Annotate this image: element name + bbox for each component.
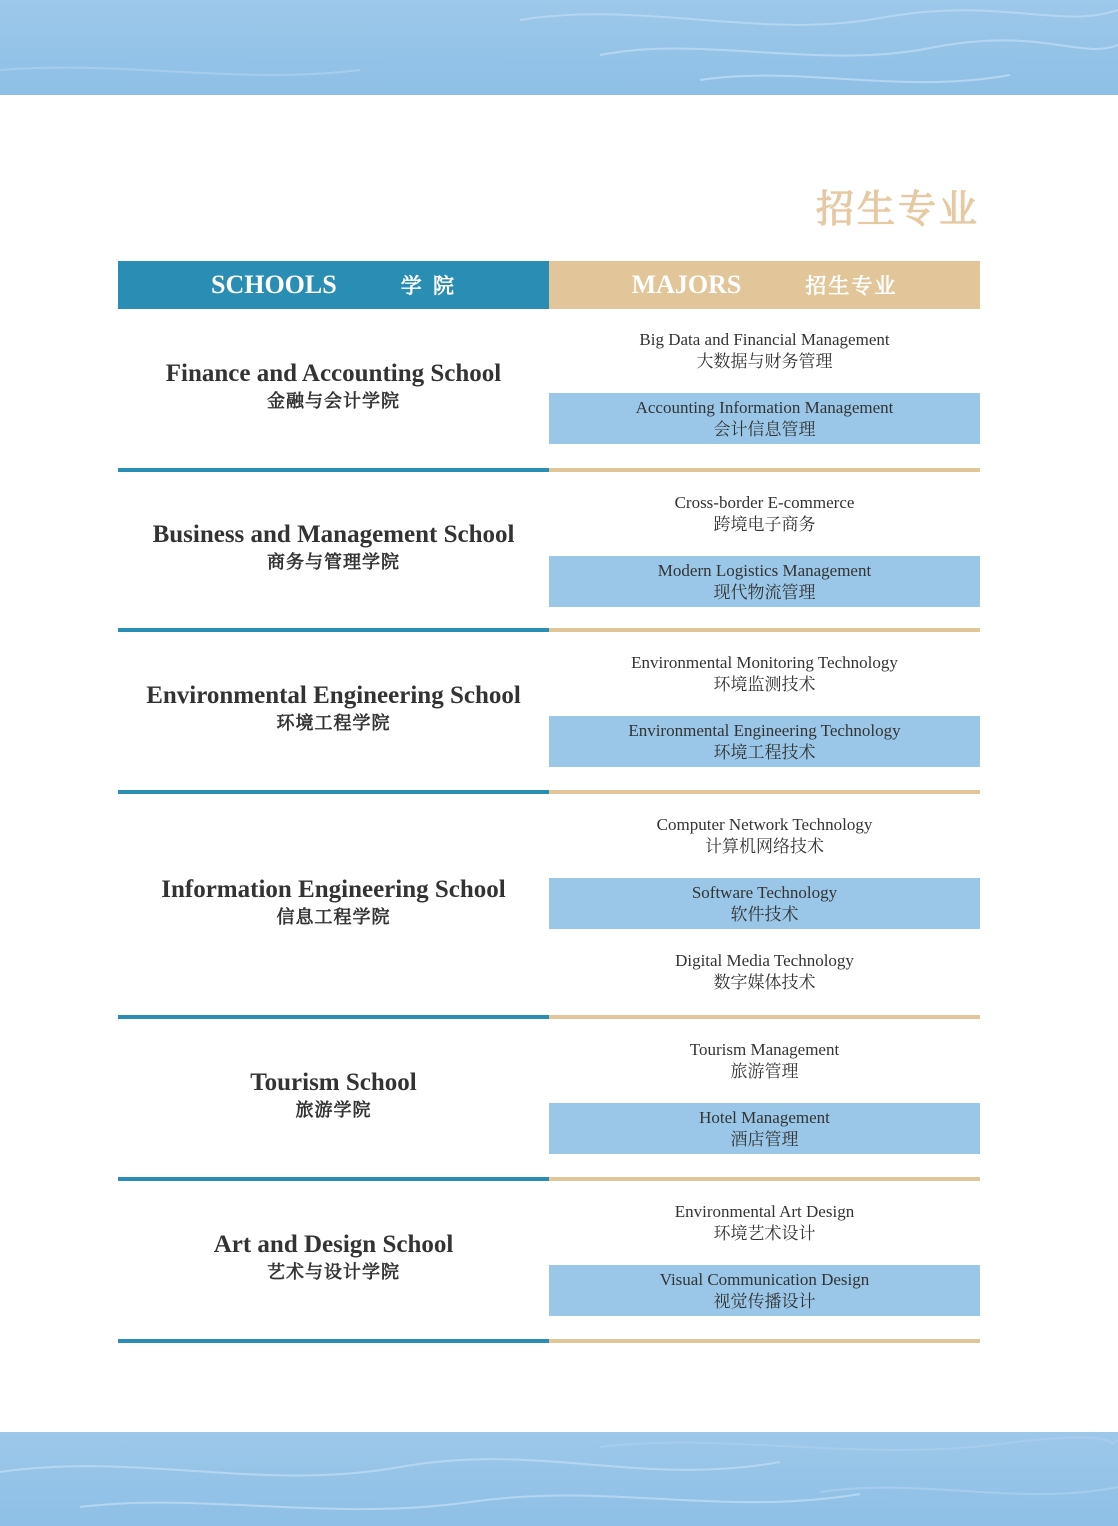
major-item [549,1197,980,1248]
majors-cell [549,794,980,1019]
school-name-cn: 信息工程学院 [276,906,391,928]
major-item [549,325,980,376]
school-name-cn: 商务与管理学院 [267,552,400,573]
major-name-en: Modern Logistics Management [657,560,872,580]
major-name-cn: 环境艺术设计 [713,1223,816,1244]
major-item [549,1265,980,1316]
school-cell [118,309,549,472]
major-name-en: Hotel Management [699,1107,830,1127]
majors-header-en: MAJORS [631,270,742,299]
top-decorative-band [0,0,1118,95]
major-name-cn: 计算机网络技术 [705,836,824,857]
school-name-en: Tourism School [250,1069,417,1096]
major-name-cn: 跨境电子商务 [713,514,816,535]
wave-pattern-top [0,0,1118,95]
majors-cell [549,632,980,794]
school-cell [118,1019,549,1181]
majors-header-cn: 招生专业 [805,274,898,298]
wave-pattern-bottom [0,1432,1118,1526]
schools-header-en: SCHOOLS [210,270,337,299]
major-name-cn: 环境工程技术 [713,742,816,763]
school-name-cn: 旅游学院 [295,1100,372,1121]
major-item [549,1035,980,1086]
school-name-en: Environmental Engineering School [146,682,521,709]
school-cell [118,794,549,1019]
major-name-cn: 现代物流管理 [713,582,816,603]
major-name-cn: 大数据与财务管理 [696,351,833,372]
major-item [549,878,980,929]
page-title: 招生专业 [815,187,980,231]
major-name-en: Cross-border E-commerce [674,492,855,512]
majors-cell [549,1181,980,1343]
major-item [549,488,980,539]
majors-table [118,261,980,1343]
school-section-art-design [118,1181,980,1343]
major-name-en: Computer Network Technology [656,814,873,834]
major-name-en: Software Technology [691,882,838,902]
major-name-cn: 旅游管理 [730,1061,799,1082]
major-name-cn: 视觉传播设计 [713,1291,816,1312]
major-name-en: Environmental Art Design [674,1201,855,1221]
majors-cell [549,472,980,632]
section-divider [118,1339,980,1343]
school-section-business [118,472,980,632]
major-item [549,716,980,767]
school-name-cn: 艺术与设计学院 [267,1262,400,1283]
major-item [549,556,980,607]
school-name-en: Information Engineering School [161,875,506,903]
major-item [549,946,980,997]
major-name-en: Accounting Information Management [635,397,894,417]
bottom-decorative-band [0,1432,1118,1526]
majors-cell [549,1019,980,1181]
school-section-information [118,794,980,1019]
school-name-en: Art and Design School [213,1231,454,1258]
major-name-en: Environmental Engineering Technology [628,720,901,740]
school-name-cn: 金融与会计学院 [267,390,400,412]
major-name-cn: 数字媒体技术 [713,972,816,993]
major-name-en: Tourism Management [689,1039,840,1059]
major-name-cn: 会计信息管理 [713,419,816,440]
majors-header [549,261,980,309]
school-section-environmental [118,632,980,794]
major-name-cn: 环境监测技术 [713,674,816,695]
major-item [549,393,980,444]
major-item [549,648,980,699]
table-header [118,261,980,309]
major-name-cn: 软件技术 [730,904,799,925]
major-item [549,1103,980,1154]
majors-cell [549,309,980,472]
school-section-finance [118,309,980,472]
school-cell [118,632,549,794]
major-name-en: Big Data and Financial Management [639,329,890,349]
major-name-cn: 酒店管理 [730,1129,799,1150]
major-item [549,810,980,861]
schools-header-cn: 学 院 [400,274,457,298]
major-name-en: Environmental Monitoring Technology [631,652,898,672]
schools-header [118,261,549,309]
school-name-cn: 环境工程学院 [276,713,391,734]
school-cell [118,1181,549,1343]
major-name-en: Visual Communication Design [659,1269,870,1289]
school-name-en: Business and Management School [152,521,515,548]
major-name-en: Digital Media Technology [675,950,854,970]
school-section-tourism [118,1019,980,1181]
school-cell [118,472,549,632]
school-name-en: Finance and Accounting School [165,359,502,387]
